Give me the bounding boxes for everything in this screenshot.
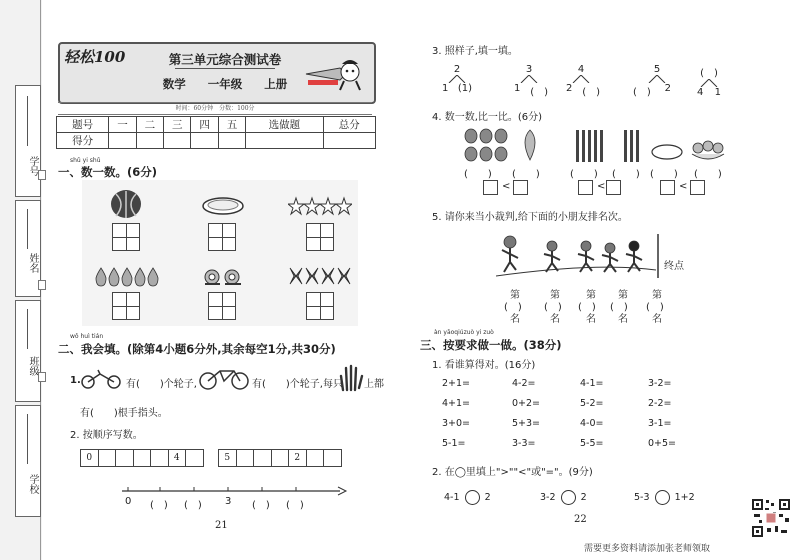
- watermelon-icon: [106, 188, 146, 220]
- table-cell[interactable]: [323, 133, 375, 149]
- q3-title: 3. 照样子,填一填。: [432, 46, 518, 57]
- calc-item: 5+3=: [512, 418, 541, 429]
- decompose-right: 1: [714, 87, 721, 98]
- sticks-icon: [572, 130, 652, 164]
- school-label: 学校: [27, 474, 38, 494]
- decompose-item: [514, 64, 548, 98]
- class-box: [15, 300, 41, 402]
- decompose-left: 1: [514, 83, 521, 94]
- table-cell[interactable]: [218, 133, 245, 149]
- q1-text-d: 有( )根手指头。: [80, 408, 168, 419]
- calc-item: 4-2=: [512, 378, 536, 389]
- calc-item: 5-5=: [580, 438, 604, 449]
- decompose-right: (1): [457, 83, 472, 94]
- q4-paren[interactable]: ( ): [612, 169, 640, 180]
- count-answer-box[interactable]: [306, 223, 334, 251]
- decompose-item: [566, 64, 600, 98]
- table-cell: 二: [136, 117, 163, 133]
- count-answer-box[interactable]: [208, 292, 236, 320]
- calc-item: 4-0=: [580, 418, 604, 429]
- q4-paren[interactable]: ( ): [512, 169, 540, 180]
- rank-blank[interactable]: ( ): [578, 302, 596, 313]
- count-answer-box[interactable]: [112, 223, 140, 251]
- school-box: [15, 405, 41, 517]
- decompose-top: 5: [653, 64, 661, 75]
- class-label: 班级: [27, 356, 38, 376]
- compare-right: 2: [580, 492, 587, 503]
- sequence-cell[interactable]: [254, 450, 272, 466]
- qr-code-icon: [751, 498, 791, 538]
- sequence-row-1: [80, 449, 204, 467]
- section2-title: 二、我会填。(除第4小题6分外,其余每空1分,共30分): [58, 342, 336, 356]
- calc-item: 2+1=: [442, 378, 471, 389]
- decompose-top: 3: [525, 64, 533, 75]
- compare-right: 1+2: [674, 492, 695, 503]
- leaves-icon: [462, 128, 542, 164]
- page-number-right: 22: [574, 514, 587, 525]
- title-divider: [175, 68, 275, 69]
- snails-icon: [202, 264, 244, 288]
- rank-di: 第: [652, 290, 662, 301]
- section1-title: 一、数一数。(6分): [58, 165, 158, 179]
- section1-pinyin: shǔ yi shǔ: [70, 157, 101, 164]
- section3-title: 三、按要求做一做。(38分): [420, 338, 562, 352]
- numline-label: 3: [225, 496, 232, 507]
- table-cell[interactable]: [246, 133, 323, 149]
- numline-blank[interactable]: ( ): [286, 500, 304, 511]
- decompose-left: 4: [697, 87, 704, 98]
- calc-item: 3+0=: [442, 418, 471, 429]
- sequence-cell[interactable]: [307, 450, 325, 466]
- section3-q2-title: 2. 在◯里填上">""<"或"="。(9分): [432, 467, 593, 478]
- calc-item: 0+2=: [512, 398, 541, 409]
- rank-di: 第: [510, 290, 520, 301]
- rank-ming: 名: [618, 314, 628, 325]
- table-cell: 一: [109, 117, 136, 133]
- table-cell[interactable]: [136, 133, 163, 149]
- less-than-sign: <: [502, 181, 511, 192]
- table-cell[interactable]: [191, 133, 218, 149]
- numline-blank[interactable]: ( ): [184, 500, 202, 511]
- decompose-item: [442, 64, 472, 94]
- decompose-left[interactable]: ( ): [633, 87, 651, 98]
- compare-box[interactable]: [483, 180, 498, 195]
- rank-ming: 名: [510, 314, 520, 325]
- table-cell: 选做题: [246, 117, 323, 133]
- compare-left: 3-2: [540, 492, 556, 503]
- name-label: 姓名: [27, 253, 38, 273]
- score-table: [56, 116, 376, 149]
- bowl-apples-icon: [650, 136, 730, 164]
- section3-pinyin: àn yāoqiúzuò yi zuò: [434, 329, 494, 336]
- calc-item: 3-2=: [648, 378, 672, 389]
- exam-info: 时间：60分钟 分数：100分: [58, 102, 372, 115]
- compare-box[interactable]: [606, 180, 621, 195]
- q4-title: 4. 数一数,比一比。(6分): [432, 112, 543, 123]
- score-table-header-row: [57, 117, 376, 133]
- table-cell[interactable]: [109, 133, 136, 149]
- compare-box[interactable]: [513, 180, 528, 195]
- sequence-row-2: [218, 449, 342, 467]
- brand-logo: 轻松100: [64, 48, 126, 66]
- rank-blank[interactable]: ( ): [544, 302, 562, 313]
- sequence-cell[interactable]: [99, 450, 117, 466]
- count-answer-box[interactable]: [306, 292, 334, 320]
- calc-item: 3-1=: [648, 418, 672, 429]
- decompose-top[interactable]: ( ): [700, 68, 718, 79]
- page-number-left: 21: [215, 520, 228, 531]
- rank-di: 第: [618, 290, 628, 301]
- table-cell: 四: [191, 117, 218, 133]
- rank-ming: 名: [652, 314, 662, 325]
- numline-blank[interactable]: ( ): [252, 500, 270, 511]
- decompose-row: [442, 64, 721, 98]
- student-cartoon-icon: [300, 50, 368, 94]
- rank-ming: 名: [550, 314, 560, 325]
- compare-left: 4-1: [444, 492, 460, 503]
- compare-box[interactable]: [578, 180, 593, 195]
- table-cell: 五: [218, 117, 245, 133]
- stars-icon: [288, 196, 352, 218]
- numline-blank[interactable]: ( ): [150, 500, 168, 511]
- less-than-sign: <: [597, 181, 606, 192]
- decompose-top: 4: [577, 64, 585, 75]
- compare-item: [540, 490, 587, 505]
- section3-q1-title: 1. 看谁算得对。(16分): [432, 360, 536, 371]
- calc-item: 5-2=: [580, 398, 604, 409]
- compare-item: [634, 490, 695, 505]
- sequence-cell[interactable]: [134, 450, 152, 466]
- decompose-left: 1: [442, 83, 449, 94]
- sequence-cell[interactable]: [116, 450, 134, 466]
- q1-text-a: 有( )个轮子,: [126, 379, 197, 390]
- q1-number: 1.: [70, 375, 81, 386]
- section2-pinyin: wǒ huì tián: [70, 333, 104, 340]
- decompose-right[interactable]: ( ): [582, 87, 600, 98]
- calc-item: 3-3=: [512, 438, 536, 449]
- sequence-cell: 0: [81, 450, 99, 466]
- score-table-score-row: [57, 133, 376, 149]
- q5-title: 5. 请你来当小裁判,给下面的小朋友排名次。: [432, 212, 628, 223]
- binding-notch: [38, 372, 46, 382]
- q2-title: 2. 按顺序写数。: [70, 430, 143, 441]
- count-answer-box[interactable]: [112, 292, 140, 320]
- table-cell: 总分: [323, 117, 375, 133]
- rank-di: 第: [586, 290, 596, 301]
- student-id-box: [15, 85, 41, 197]
- sequence-cell[interactable]: [272, 450, 290, 466]
- subject-line: [150, 76, 300, 92]
- page-title: 第三单元综合测试卷: [168, 52, 282, 67]
- decompose-right: 2: [664, 83, 671, 94]
- q1-text-c: 上都: [364, 379, 384, 390]
- table-cell: 得分: [57, 133, 109, 149]
- decompose-item: [697, 64, 721, 98]
- compare-circle[interactable]: [561, 490, 576, 505]
- compare-item: [444, 490, 491, 505]
- calc-item: 4-1=: [580, 378, 604, 389]
- sequence-cell[interactable]: [324, 450, 341, 466]
- decompose-item: [633, 64, 671, 98]
- sequence-cell: 2: [289, 450, 307, 466]
- sequence-cell[interactable]: [151, 450, 169, 466]
- rank-di: 第: [550, 290, 560, 301]
- compare-left: 5-3: [634, 492, 650, 503]
- decompose-left: 2: [566, 83, 573, 94]
- compare-right: 2: [484, 492, 491, 503]
- q4-paren[interactable]: ( ): [694, 169, 722, 180]
- grade: 一年级: [207, 77, 243, 91]
- butterflies-icon: [288, 264, 352, 288]
- table-cell: 三: [164, 117, 191, 133]
- compare-circle[interactable]: [655, 490, 670, 505]
- rank-ming: 名: [586, 314, 596, 325]
- calc-item: 5-1=: [442, 438, 466, 449]
- q4-paren[interactable]: ( ): [464, 169, 492, 180]
- race-runners-illustration: [496, 232, 714, 280]
- calc-item: 2-2=: [648, 398, 672, 409]
- footer-note: 需要更多资料请添加张老师领取: [584, 544, 711, 554]
- bicycle-icon: [198, 366, 250, 390]
- table-cell: 题号: [57, 117, 109, 133]
- sequence-cell[interactable]: [186, 450, 203, 466]
- compare-circle[interactable]: [465, 490, 480, 505]
- count-answer-box[interactable]: [208, 223, 236, 251]
- numline-label: 0: [125, 496, 132, 507]
- rank-blank[interactable]: ( ): [646, 302, 664, 313]
- q4-paren[interactable]: ( ): [650, 169, 678, 180]
- table-cell[interactable]: [164, 133, 191, 149]
- rank-blank[interactable]: ( ): [610, 302, 628, 313]
- finish-line-label: 终点: [664, 261, 684, 272]
- sequence-cell[interactable]: [237, 450, 255, 466]
- calc-item: 4+1=: [442, 398, 471, 409]
- volume: 上册: [264, 77, 288, 91]
- subject: 数学: [162, 77, 186, 91]
- less-than-sign: <: [679, 181, 688, 192]
- binding-notch: [38, 170, 46, 180]
- rank-blank[interactable]: ( ): [504, 302, 522, 313]
- hand-icon: [338, 364, 364, 392]
- binding-notch: [38, 280, 46, 290]
- plate-icon: [200, 194, 246, 218]
- student-id-label: 学号: [27, 156, 38, 176]
- sequence-cell: 4: [169, 450, 187, 466]
- q4-paren[interactable]: ( ): [570, 169, 598, 180]
- q1-text-b: 有( )个轮子,每只: [252, 379, 343, 390]
- tricycle-icon: [80, 368, 124, 390]
- calc-item: 0+5=: [648, 438, 677, 449]
- decompose-top: 2: [453, 64, 461, 75]
- sequence-cell: 5: [219, 450, 237, 466]
- compare-box[interactable]: [660, 180, 675, 195]
- compare-box[interactable]: [690, 180, 705, 195]
- decompose-right[interactable]: ( ): [530, 87, 548, 98]
- pears-icon: [94, 264, 164, 288]
